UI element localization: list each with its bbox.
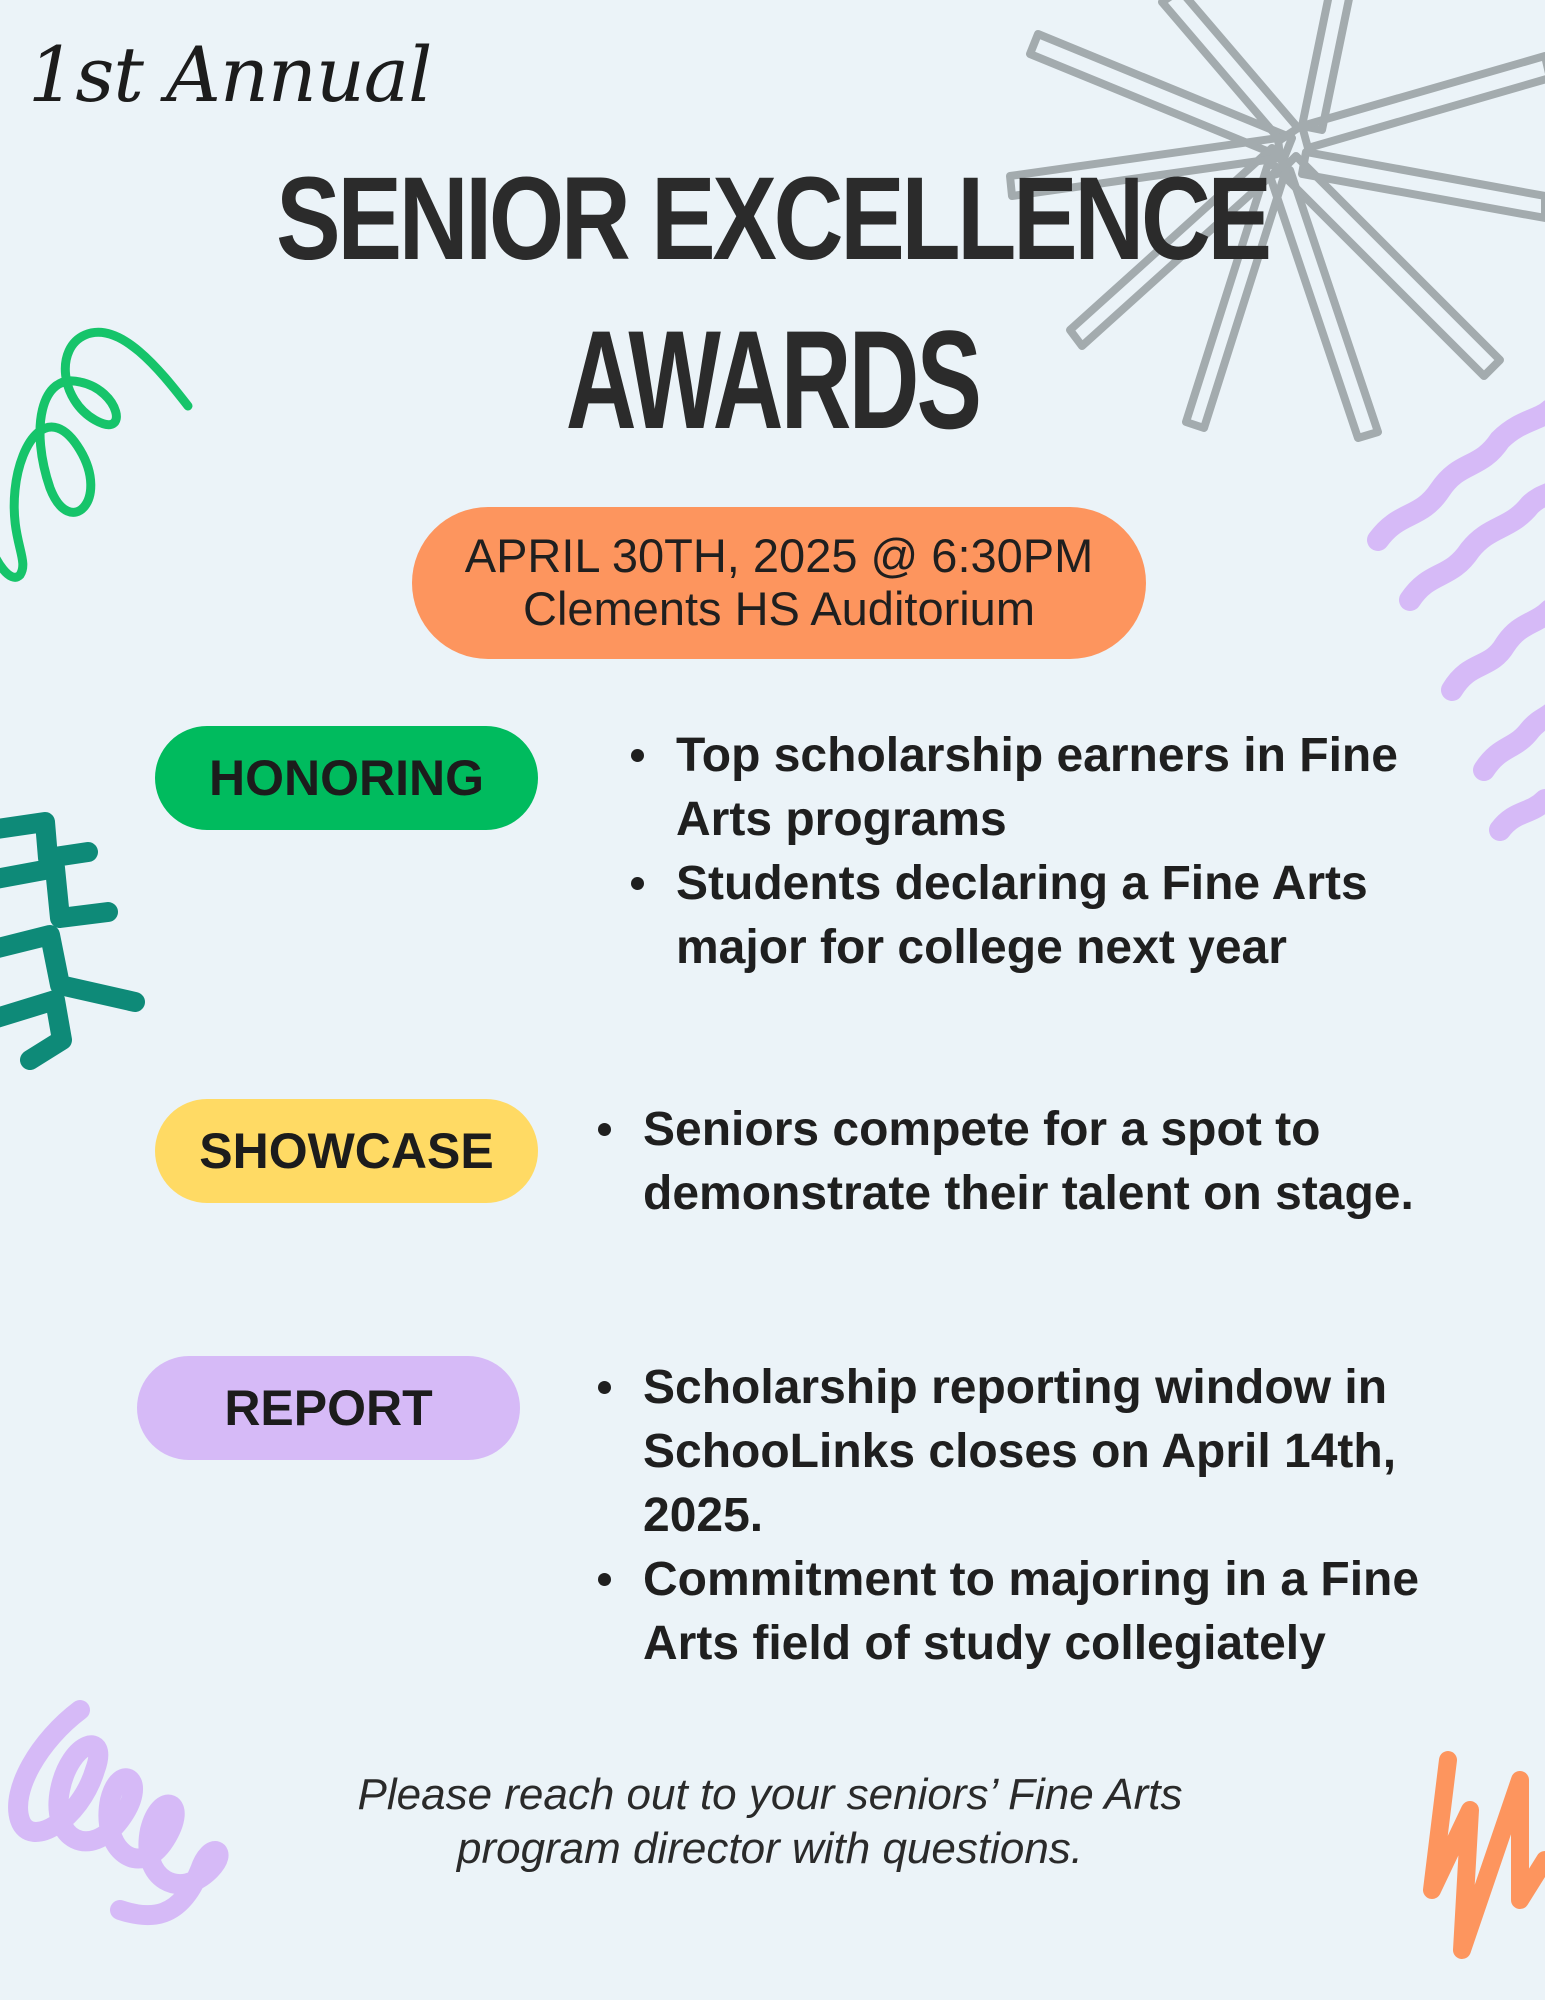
report-badge: REPORT (137, 1356, 520, 1460)
showcase-badge: SHOWCASE (155, 1099, 538, 1203)
honoring-badge: HONORING (155, 726, 538, 830)
list-item: Students declaring a Fine Arts major for college next year (628, 852, 1438, 980)
event-datetime: APRIL 30TH, 2025 @ 6:30PM (464, 529, 1094, 583)
page-title-line1: SENIOR EXCELLENCE (276, 153, 1269, 285)
event-info-badge (412, 507, 1146, 659)
page-title-line2: AWARDS (565, 301, 980, 458)
annual-label: 1st Annual (28, 30, 432, 119)
green-scribble-icon (0, 332, 188, 577)
list-item: Seniors compete for a spot to demonstrate their talent on stage. (595, 1098, 1495, 1226)
footer-note (270, 1768, 1270, 1876)
teal-zigzag-icon (0, 822, 135, 1060)
honoring-list (628, 724, 1438, 980)
report-list (595, 1356, 1495, 1676)
event-location: Clements HS Auditorium (523, 582, 1035, 635)
footer-line2: program director with questions. (456, 1824, 1084, 1873)
list-item: Scholarship reporting window in SchooLinks closes on April 14th, 2025. (595, 1356, 1495, 1548)
showcase-list (595, 1098, 1495, 1226)
orange-lightning-icon (1432, 1760, 1545, 1950)
footer-line1: Please reach out to your seniors’ Fine Arts (357, 1770, 1183, 1819)
list-item: Commitment to majoring in a Fine Arts field of study collegiately (595, 1548, 1495, 1676)
purple-loop-icon (18, 1710, 218, 1915)
list-item: Top scholarship earners in Fine Arts programs (628, 724, 1438, 852)
